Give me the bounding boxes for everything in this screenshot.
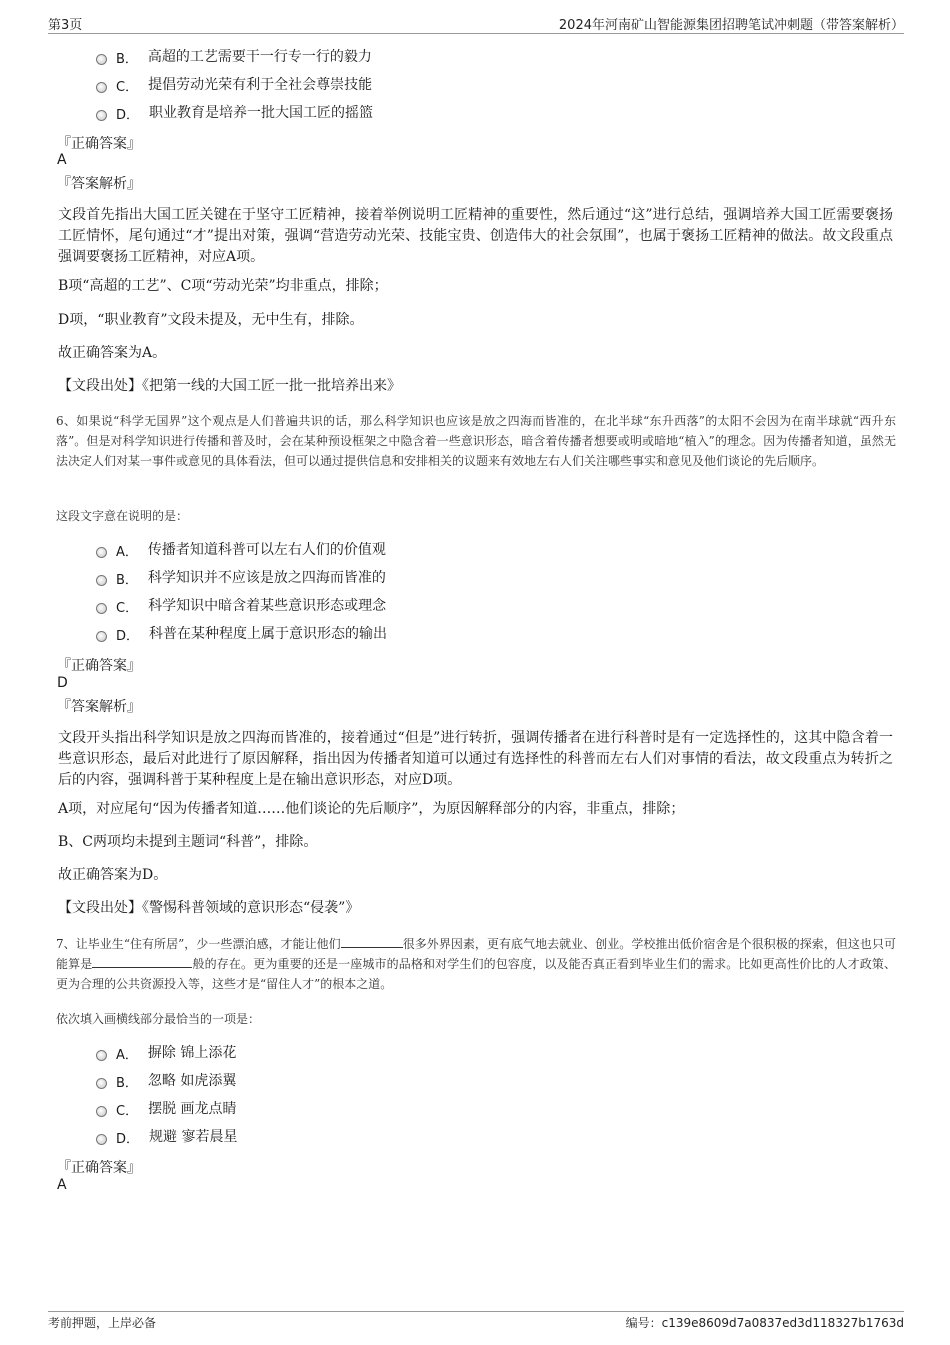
q5-option-d[interactable] — [96, 102, 373, 124]
radio-icon[interactable] — [96, 1134, 107, 1145]
radio-icon[interactable] — [96, 631, 107, 642]
q5-source: 【文段出处】《把第一线的大国工匠一批一批培养出来》 — [58, 378, 401, 394]
radio-icon[interactable] — [96, 1050, 107, 1061]
option-text: 忽略 如虎添翼 — [147, 1072, 237, 1089]
header-divider — [48, 33, 904, 34]
radio-icon[interactable] — [96, 1078, 107, 1089]
q7-answer-label: 『正确答案』 — [57, 1160, 141, 1176]
q6-answer-label: 『正确答案』 — [57, 658, 141, 674]
q6-stem: 6、如果说“科学无国界”这个观点是人们普遍共识的话，那么科学知识也应该是放之四海而皆准的，在北半球“东升西落”的太阳不会因为在南半球就“西升东落”。但是对科学知识进行传播和普及时，会在某种预设框架之中隐含着一些意识形态，暗含着传播者想要或明或暗地“植入”的理念。因为传播者知道，虽然无法决定人们对某一事件或意见的具体看法，但可以通过提供信息和安排相关的议题来有效地左右人们关注哪些事实和意见及他们谈论的先后顺序。 — [56, 414, 896, 468]
option-letter: C． — [116, 1103, 139, 1119]
document-title: 2024年河南矿山智能源集团招聘笔试冲刺题（带答案解析） — [558, 18, 904, 33]
page-number: 第3页 — [48, 18, 83, 33]
option-letter: C． — [116, 600, 139, 616]
option-letter: B． — [116, 572, 138, 588]
q7-option-d[interactable] — [96, 1126, 237, 1148]
option-text: 科普在某种程度上属于意识形态的输出 — [149, 625, 388, 642]
option-text: 职业教育是培养一批大国工匠的摇篮 — [149, 104, 374, 121]
option-letter: D． — [116, 1131, 140, 1147]
radio-icon[interactable] — [96, 82, 107, 93]
radio-icon[interactable] — [96, 54, 107, 65]
option-letter: B． — [116, 51, 138, 67]
q6-analysis-label: 『答案解析』 — [57, 699, 141, 715]
q5-option-c[interactable] — [96, 74, 372, 96]
option-text: 科学知识并不应该是放之四海而皆准的 — [147, 569, 386, 586]
option-letter: D． — [116, 107, 140, 123]
option-letter: D． — [116, 628, 140, 644]
option-text: 摒除 锦上添花 — [147, 1044, 237, 1061]
q7-prompt: 依次填入画横线部分最恰当的一项是： — [56, 1012, 261, 1026]
q7-option-c[interactable] — [96, 1098, 237, 1120]
q5-analysis-paragraph: 文段首先指出大国工匠关键在于坚守工匠精神，接着举例说明工匠精神的重要性，然后通过“这”进行总结，强调培养大国工匠需要褒扬工匠情怀，尾句通过“才”提出对策，强调“营造劳动光荣、技能宝贵、创造伟大的社会氛围”，也属于褒扬工匠精神的做法。故文段重点强调要褒扬工匠精神，对应A项。 — [58, 207, 893, 265]
q6-option-a[interactable] — [96, 539, 386, 561]
q6-analysis-paragraph: 故正确答案为D。 — [58, 867, 168, 883]
q5-analysis-paragraph: B项“高超的工艺”、C项“劳动光荣”均非重点，排除； — [58, 278, 388, 294]
option-letter: A． — [116, 1047, 138, 1063]
document-code: 编号：c139e8609d7a0837ed3d118327b1763d — [625, 1316, 904, 1330]
footer-divider — [48, 1311, 904, 1312]
q5-answer: A — [57, 152, 67, 168]
option-text: 提倡劳动光荣有利于全社会尊崇技能 — [148, 76, 373, 93]
footer-slogan: 考前押题，上岸必备 — [48, 1316, 157, 1330]
q6-analysis-paragraph: B、C两项均未提到主题词“科普”，排除。 — [58, 834, 318, 850]
radio-icon[interactable] — [96, 110, 107, 121]
q6-source: 【文段出处】《警惕科普领域的意识形态“侵袭”》 — [58, 900, 360, 916]
option-text: 规避 寥若晨星 — [149, 1128, 238, 1145]
q5-option-b[interactable] — [96, 46, 372, 68]
q6-option-b[interactable] — [96, 567, 386, 589]
radio-icon[interactable] — [96, 547, 107, 558]
q7-option-a[interactable] — [96, 1042, 236, 1064]
option-text: 摆脱 画龙点睛 — [148, 1100, 237, 1117]
option-letter: B． — [116, 1075, 138, 1091]
radio-icon[interactable] — [96, 603, 107, 614]
q7-stem — [56, 934, 896, 994]
q6-analysis-paragraph: A项，对应尾句“因为传播者知道……他们谈论的先后顺序”，为原因解释部分的内容，非重点，排除； — [58, 801, 685, 817]
option-text: 传播者知道科普可以左右人们的价值观 — [147, 541, 386, 558]
q7-stem-part: 般的存在。更为重要的还是一座城市的品格和对学生们的包容度，以及能否真正看到毕业生们的需求。比如更高性价比的人才政策、更为合理的公共资源投入等，这些才是“留住人才”的根本之道。 — [56, 957, 896, 991]
q6-prompt: 这段文字意在说明的是： — [56, 509, 189, 523]
radio-icon[interactable] — [96, 575, 107, 586]
radio-icon[interactable] — [96, 1106, 107, 1117]
option-text: 科学知识中暗含着某些意识形态或理念 — [148, 597, 387, 614]
option-text: 高超的工艺需要干一行专一行的毅力 — [147, 48, 372, 65]
q6-analysis-paragraph: 文段开头指出科学知识是放之四海而皆准的，接着通过“但是”进行转折，强调传播者在进行科普时是有一定选择性的，这其中隐含着一些意识形态，最后对此进行了原因解释，指出因为传播者知道可以通过有选择性的科普而左右人们对事情的看法，故文段重点为转折之后的内容，强调科普于某种程度上是在输出意识形态，对应D项。 — [58, 730, 893, 788]
q7-option-b[interactable] — [96, 1070, 236, 1092]
q7-answer: A — [57, 1177, 67, 1193]
fill-blank — [341, 935, 403, 948]
fill-blank — [92, 955, 192, 968]
q6-option-d[interactable] — [96, 623, 387, 645]
q6-answer: D — [57, 675, 68, 691]
option-letter: A． — [116, 544, 138, 560]
q5-analysis-paragraph: D项，“职业教育”文段未提及，无中生有，排除。 — [58, 312, 364, 328]
option-letter: C． — [116, 79, 139, 95]
q5-answer-label: 『正确答案』 — [57, 136, 141, 152]
q7-stem-part: 7、让毕业生“住有所居”，少一些漂泊感，才能让他们 — [56, 937, 341, 951]
q7-stem-part: 很多外界因素，更有底气地去就业、创业。学校推出低价宿舍是个很积极的探索，但这也只可能算是 — [56, 937, 896, 971]
q6-option-c[interactable] — [96, 595, 386, 617]
q5-analysis-paragraph: 故正确答案为A。 — [58, 345, 167, 361]
q5-analysis-label: 『答案解析』 — [57, 176, 141, 192]
